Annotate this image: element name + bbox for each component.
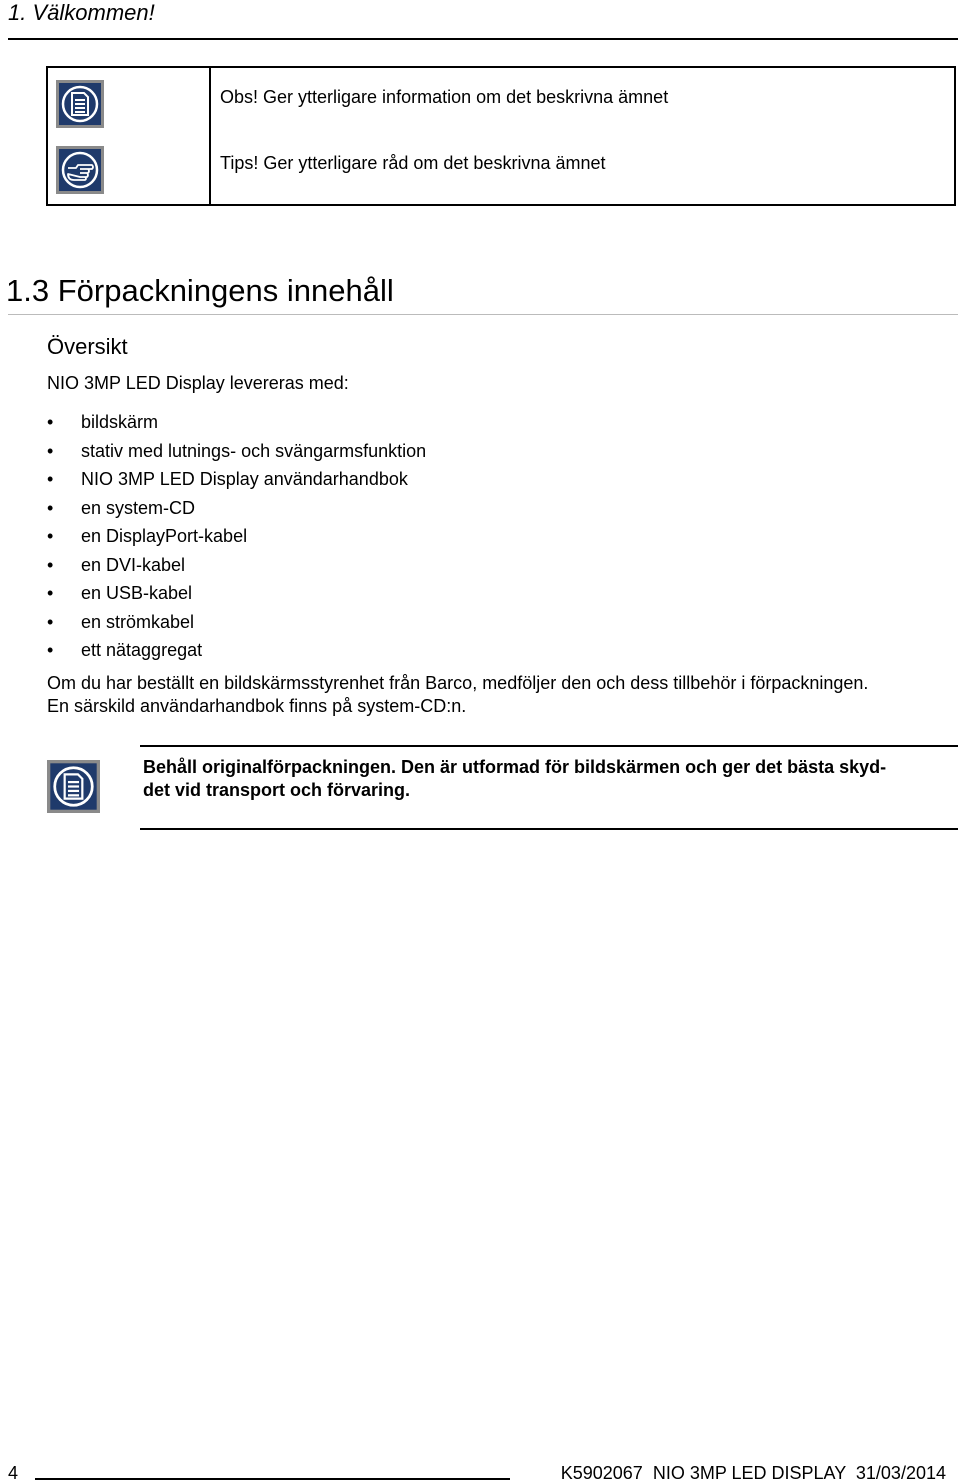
legend-row-note (48, 78, 954, 138)
intro-text: NIO 3MP LED Display levereras med: (47, 373, 349, 393)
paragraph-line: En särskild användarhandbok finns på system-CD:n. (47, 696, 467, 716)
legend-text-tip: Tips! Ger ytterligare råd om det beskrivna ämnet (220, 153, 606, 173)
bullet: • (47, 469, 54, 489)
bullet: • (47, 554, 54, 575)
tip-hand-icon (56, 146, 104, 194)
bullet: • (47, 526, 54, 546)
legend-table (46, 66, 956, 206)
paragraph-line: Om du har beställt en bildskärmsstyrenhet från Barco, medföljer den och dess tillbehör i förpackningen. (47, 673, 869, 693)
note-icon (56, 80, 104, 128)
bullet: • (47, 640, 54, 660)
page-number: 4 (8, 1463, 19, 1483)
bullet: • (47, 440, 54, 461)
legend-text-note: Obs! Ger ytterligare information om det beskrivna ämnet (220, 87, 669, 107)
body-paragraph (47, 672, 959, 718)
note-line: det vid transport och förvaring. (143, 780, 411, 800)
section-rule (8, 314, 958, 315)
bullet: • (47, 412, 54, 432)
legend-row-tip (48, 144, 954, 204)
footer-rule (35, 1478, 510, 1480)
note-rule-bottom (140, 828, 958, 830)
bullet: • (47, 611, 54, 632)
note-rule-top (140, 745, 958, 747)
footer-document-id: K5902067 NIO 3MP LED DISPLAY 31/03/2014 (560, 1463, 946, 1483)
bullet: • (47, 583, 54, 603)
sub-heading: Översikt (47, 334, 128, 359)
note-line: Behåll originalförpackningen. Den är utformad för bildskärmen och ger det bästa skyd- (143, 757, 887, 777)
chapter-rule (8, 38, 958, 40)
bullet: • (47, 497, 54, 518)
chapter-header: 1. Välkommen! (8, 0, 155, 25)
section-title: 1.3 Förpackningens innehåll (6, 273, 394, 308)
note-text (143, 756, 958, 802)
note-icon (47, 760, 100, 813)
